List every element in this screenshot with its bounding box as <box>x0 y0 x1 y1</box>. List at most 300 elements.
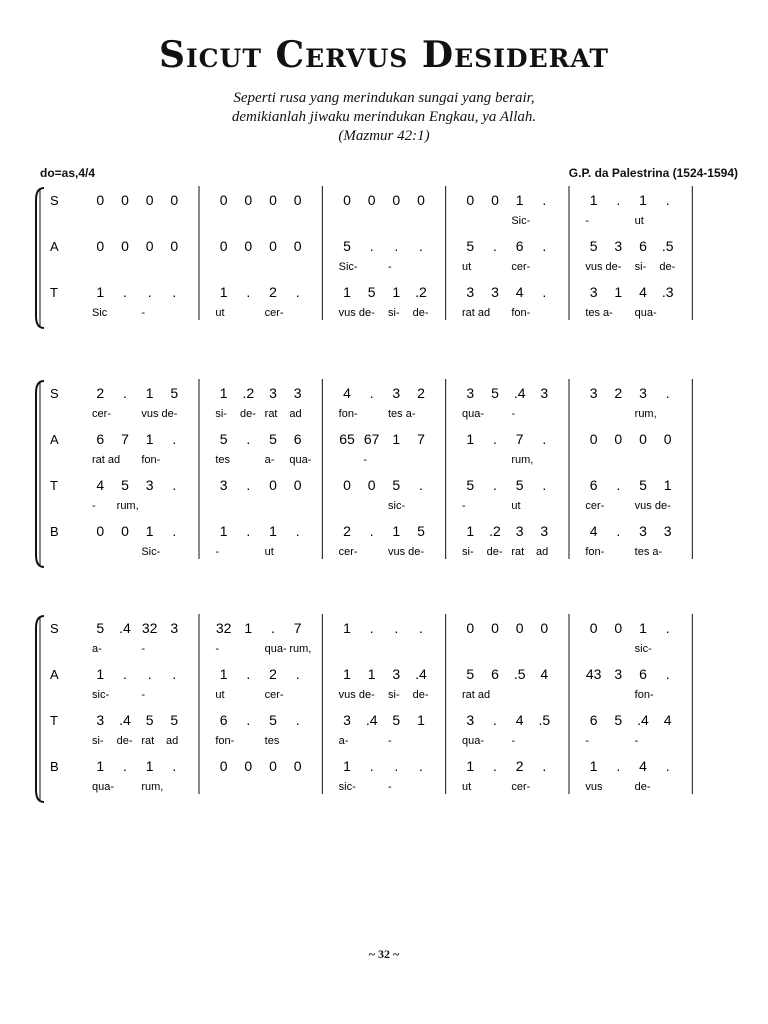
lyric-syllable: - <box>141 643 146 655</box>
note: . <box>394 620 399 636</box>
lyric-syllable: ad <box>289 408 302 420</box>
note: 1 <box>466 431 475 447</box>
lyric-syllable: a- <box>92 643 102 655</box>
note: 4 <box>343 385 351 401</box>
note: 5 <box>466 477 475 493</box>
voice-label: A <box>50 239 59 254</box>
lyric-syllable: ut <box>215 307 225 319</box>
note: . <box>295 523 300 539</box>
note: 3 <box>491 284 499 300</box>
note: . <box>542 477 547 493</box>
note: 5 <box>121 477 129 493</box>
note: 1 <box>466 523 475 539</box>
note: . <box>246 712 251 728</box>
note: 3 <box>639 385 647 401</box>
note: 0 <box>540 620 549 636</box>
note: . <box>616 477 621 493</box>
note: . <box>665 385 670 401</box>
lyric-syllable: de- <box>486 546 503 558</box>
note: . <box>172 477 177 493</box>
lyric-syllable: cer- <box>92 408 111 420</box>
note: . <box>419 238 423 254</box>
note: . <box>369 523 374 539</box>
note: . <box>665 192 670 208</box>
note: . <box>369 758 374 774</box>
note: 0 <box>491 192 499 208</box>
voice-label: S <box>50 193 59 208</box>
lyric-syllable: tes a- <box>388 408 416 420</box>
note: 0 <box>293 238 302 254</box>
note: 1 <box>639 192 647 208</box>
subtitle-line-2: demikianlah jiwaku merindukan Engkau, ya Allah. <box>231 109 537 125</box>
note: 2 <box>417 385 425 401</box>
lyric-syllable: Sic- <box>511 215 531 227</box>
note: . <box>542 284 547 300</box>
note: 0 <box>269 758 277 774</box>
note: 6 <box>639 666 647 682</box>
note: 3 <box>219 477 228 493</box>
note: 5 <box>343 238 351 254</box>
note: 0 <box>614 431 623 447</box>
note: 1 <box>589 758 598 774</box>
note: 0 <box>145 192 154 208</box>
note: . <box>542 192 547 208</box>
note: . <box>616 523 621 539</box>
lyric-syllable: rum, <box>141 781 164 793</box>
note: 65 <box>339 431 355 447</box>
note: . <box>123 385 127 401</box>
note: 0 <box>343 192 351 208</box>
note: . <box>542 758 547 774</box>
note: 0 <box>96 238 105 254</box>
note: 5 <box>170 712 179 728</box>
note: 5 <box>96 620 105 636</box>
note: 3 <box>392 666 401 682</box>
note: . <box>295 712 300 728</box>
note: . <box>369 238 374 254</box>
note: 3 <box>466 284 475 300</box>
lyric-syllable: tes <box>215 454 231 466</box>
note: 0 <box>293 477 302 493</box>
lyric-syllable: a- <box>264 454 275 466</box>
note: 4 <box>515 712 524 728</box>
lyric-syllable: Sic- <box>338 261 358 273</box>
note: 1 <box>392 523 401 539</box>
lyric-syllable: cer- <box>511 261 531 273</box>
note: 4 <box>540 666 549 682</box>
note: 5 <box>515 477 524 493</box>
note: 1 <box>417 712 425 728</box>
voice-label: T <box>50 285 58 300</box>
note: 5 <box>392 477 401 493</box>
note: 1 <box>96 666 105 682</box>
lyric-syllable: rat ad <box>92 454 121 466</box>
lyric-syllable: vus de- <box>338 689 375 701</box>
note: 5 <box>639 477 647 493</box>
note: 67 <box>363 431 380 447</box>
lyric-syllable: si- <box>92 735 104 747</box>
lyric-syllable: Sic <box>92 307 108 319</box>
note: 1 <box>343 758 351 774</box>
note: 0 <box>121 192 129 208</box>
note: 0 <box>145 238 154 254</box>
note: . <box>665 620 670 636</box>
note: . <box>493 238 497 254</box>
note: 3 <box>589 284 598 300</box>
lyric-syllable: si- <box>388 689 400 701</box>
lyric-syllable: sic- <box>338 781 356 793</box>
lyric-syllable: de- <box>412 307 429 319</box>
lyric-syllable: rat <box>511 546 525 558</box>
note: 0 <box>269 477 277 493</box>
note: 3 <box>466 385 475 401</box>
note: 1 <box>343 666 351 682</box>
note: .2 <box>489 523 501 539</box>
note: . <box>246 477 251 493</box>
note: 0 <box>614 620 623 636</box>
note: 1 <box>343 284 351 300</box>
voice-label: B <box>50 524 59 539</box>
lyric-syllable: - <box>585 215 590 227</box>
lyric-syllable: vus de- <box>585 261 622 273</box>
note: 3 <box>614 666 623 682</box>
note: 0 <box>219 758 228 774</box>
lyric-syllable: rat ad <box>462 689 491 701</box>
note: . <box>172 431 177 447</box>
note: . <box>147 666 152 682</box>
note: 0 <box>96 192 105 208</box>
lyric-syllable: de- <box>240 408 256 420</box>
lyric-syllable: - <box>215 546 220 558</box>
page-title: Sicut Cervus Desiderat <box>158 34 610 76</box>
lyric-syllable: si- <box>462 546 474 558</box>
note: 0 <box>121 238 129 254</box>
subtitle-line-3: (Mazmur 42:1) <box>338 128 430 144</box>
lyric-syllable: ut <box>511 500 521 512</box>
note: 4 <box>96 477 105 493</box>
lyric-syllable: fon- <box>585 546 605 558</box>
lyric-syllable: - <box>511 408 516 420</box>
note: . <box>246 523 251 539</box>
lyric-syllable: qua- <box>462 408 485 420</box>
note: 0 <box>491 620 499 636</box>
lyric-syllable: - <box>92 500 96 512</box>
note: .4 <box>637 712 649 728</box>
note: .2 <box>242 385 255 401</box>
lyric-syllable: cer- <box>585 500 605 512</box>
lyric-syllable: vus de- <box>141 408 178 420</box>
lyric-syllable: qua- <box>462 735 485 747</box>
lyric-syllable: rum, <box>289 643 312 655</box>
note: . <box>172 284 177 300</box>
voice-label: B <box>50 759 59 774</box>
note: 0 <box>466 192 475 208</box>
lyric-syllable: qua- <box>92 781 115 793</box>
note: 0 <box>219 238 228 254</box>
lyric-syllable: rum, <box>634 408 657 420</box>
note: 0 <box>269 192 277 208</box>
note: 3 <box>293 385 302 401</box>
note: .4 <box>119 620 131 636</box>
note: 32 <box>141 620 158 636</box>
note: 0 <box>392 192 401 208</box>
lyric-syllable: sic- <box>634 643 652 655</box>
note: 1 <box>367 666 376 682</box>
note: . <box>616 758 621 774</box>
note: 0 <box>244 758 253 774</box>
voice-label: T <box>50 478 58 493</box>
note: 2 <box>614 385 623 401</box>
lyric-syllable: sic- <box>92 689 110 701</box>
note: . <box>295 284 300 300</box>
note: 3 <box>540 385 549 401</box>
note: .2 <box>415 284 427 300</box>
note: 1 <box>219 666 228 682</box>
note: 0 <box>589 620 598 636</box>
note: 0 <box>466 620 475 636</box>
note: 0 <box>170 238 179 254</box>
note: 6 <box>515 238 524 254</box>
note: 1 <box>219 523 228 539</box>
key-signature: do=as,4/4 <box>40 166 96 180</box>
note: 5 <box>417 523 425 539</box>
lyric-syllable: rat ad <box>462 307 491 319</box>
lyric-syllable: - <box>585 735 590 747</box>
lyric-syllable: tes <box>264 735 280 747</box>
note: . <box>394 238 399 254</box>
lyric-syllable: ad <box>166 735 179 747</box>
note: . <box>123 666 127 682</box>
note: 5 <box>219 431 228 447</box>
note: . <box>123 284 127 300</box>
lyric-syllable: rat <box>264 408 278 420</box>
lyric-syllable: tes a- <box>634 546 663 558</box>
note: .3 <box>661 284 674 300</box>
note: .5 <box>538 712 551 728</box>
note: 32 <box>215 620 232 636</box>
note: . <box>493 477 497 493</box>
note: 4 <box>663 712 672 728</box>
lyric-syllable: qua- <box>634 307 657 319</box>
note: . <box>271 620 275 636</box>
note: . <box>123 758 127 774</box>
lyric-syllable: cer- <box>264 689 284 701</box>
note: . <box>147 284 152 300</box>
note: 1 <box>515 192 524 208</box>
note: 0 <box>367 477 376 493</box>
voice-label: A <box>50 667 59 682</box>
lyric-syllable: rum, <box>116 500 139 512</box>
note: 2 <box>96 385 105 401</box>
lyric-syllable: - <box>511 735 516 747</box>
voice-label: T <box>50 713 58 728</box>
lyric-syllable: cer- <box>264 307 284 319</box>
note: 0 <box>96 523 105 539</box>
note: . <box>419 620 423 636</box>
note: 2 <box>269 666 277 682</box>
note: 3 <box>269 385 277 401</box>
note: . <box>369 620 374 636</box>
note: 1 <box>96 284 105 300</box>
note: 1 <box>269 523 277 539</box>
note: 0 <box>170 192 179 208</box>
lyric-syllable: ut <box>264 546 274 558</box>
subtitle-line-1: Seperti rusa yang merindukan sungai yang berair, <box>233 90 535 106</box>
note: .4 <box>513 385 526 401</box>
note: 1 <box>96 758 105 774</box>
note: 6 <box>639 238 647 254</box>
lyric-syllable: a- <box>338 735 349 747</box>
lyric-syllable: de- <box>634 781 651 793</box>
lyric-syllable: ad <box>536 546 549 558</box>
lyric-syllable: ut <box>462 261 472 273</box>
note: . <box>172 758 177 774</box>
note: . <box>172 523 177 539</box>
lyric-syllable: vus de- <box>338 307 375 319</box>
note: 1 <box>145 385 154 401</box>
note: 0 <box>244 238 253 254</box>
lyric-syllable: tes a- <box>585 307 613 319</box>
lyric-syllable: vus <box>585 781 603 793</box>
lyric-syllable: vus de- <box>634 500 671 512</box>
page-number: ~ 32 ~ <box>368 947 400 961</box>
note: . <box>493 431 497 447</box>
note: 4 <box>515 284 524 300</box>
note: .4 <box>119 712 131 728</box>
note: 6 <box>96 431 105 447</box>
note: 3 <box>540 523 549 539</box>
lyric-syllable: - <box>634 735 639 747</box>
lyric-syllable: ut <box>462 781 472 793</box>
lyric-syllable: ut <box>634 215 644 227</box>
note: . <box>542 238 547 254</box>
lyric-syllable: cer- <box>511 781 531 793</box>
voice-label: S <box>50 386 59 401</box>
note: 5 <box>614 712 623 728</box>
note: 5 <box>145 712 154 728</box>
note: 4 <box>639 758 647 774</box>
note: 43 <box>585 666 602 682</box>
note: . <box>542 431 547 447</box>
note: 6 <box>589 477 598 493</box>
note: 3 <box>466 712 475 728</box>
lyric-syllable: fon- <box>215 735 235 747</box>
note: 2 <box>515 758 524 774</box>
note: . <box>419 477 423 493</box>
note: 0 <box>293 758 302 774</box>
voice-label: A <box>50 432 59 447</box>
composer: G.P. da Palestrina (1524-1594) <box>568 166 738 180</box>
note: 7 <box>121 431 129 447</box>
note: . <box>493 712 497 728</box>
note: 0 <box>589 431 598 447</box>
note: . <box>369 385 374 401</box>
lyric-syllable: de- <box>412 689 429 701</box>
note: 1 <box>145 431 154 447</box>
note: 1 <box>589 192 598 208</box>
lyric-syllable: fon- <box>141 454 161 466</box>
note: . <box>246 284 251 300</box>
lyric-syllable: de- <box>116 735 133 747</box>
note: 0 <box>293 192 302 208</box>
note: 5 <box>466 666 475 682</box>
note: 1 <box>219 385 228 401</box>
note: 0 <box>663 431 672 447</box>
note: 1 <box>392 431 401 447</box>
note: 5 <box>392 712 401 728</box>
lyric-syllable: - <box>363 454 368 466</box>
note: 4 <box>589 523 598 539</box>
note: 1 <box>145 523 154 539</box>
lyric-syllable: si- <box>388 307 400 319</box>
note: 0 <box>244 192 253 208</box>
note: 0 <box>417 192 425 208</box>
lyric-syllable: - <box>462 500 466 512</box>
note: 7 <box>293 620 302 636</box>
lyric-syllable: - <box>215 643 220 655</box>
note: . <box>246 666 251 682</box>
lyric-syllable: Sic- <box>141 546 161 558</box>
note: . <box>394 758 399 774</box>
note: 0 <box>639 431 647 447</box>
note: 3 <box>614 238 623 254</box>
note: 3 <box>639 523 647 539</box>
note: 5 <box>269 431 277 447</box>
note: 3 <box>515 523 524 539</box>
note: 6 <box>589 712 598 728</box>
note: 7 <box>515 431 524 447</box>
note: 3 <box>96 712 105 728</box>
note: 5 <box>269 712 277 728</box>
note: 5 <box>589 238 598 254</box>
note: . <box>616 192 621 208</box>
lyric-syllable: ut <box>215 689 225 701</box>
note: 1 <box>392 284 401 300</box>
note: 5 <box>367 284 376 300</box>
note: 5 <box>491 385 499 401</box>
note: . <box>665 666 670 682</box>
note: . <box>246 431 251 447</box>
note: 2 <box>343 523 351 539</box>
note: 3 <box>663 523 672 539</box>
lyric-syllable: rum, <box>511 454 534 466</box>
lyric-syllable: fon- <box>634 689 654 701</box>
lyric-syllable: - <box>388 781 392 793</box>
note: .4 <box>415 666 427 682</box>
note: 6 <box>219 712 228 728</box>
voice-label: S <box>50 621 59 636</box>
lyric-syllable: - <box>141 689 146 701</box>
note: .5 <box>661 238 674 254</box>
note: 3 <box>343 712 351 728</box>
note: 1 <box>663 477 672 493</box>
lyric-syllable: qua- <box>289 454 312 466</box>
lyric-syllable: vus de- <box>388 546 425 558</box>
lyric-syllable: sic- <box>388 500 406 512</box>
note: 2 <box>269 284 277 300</box>
note: 3 <box>392 385 401 401</box>
note: 0 <box>269 238 277 254</box>
note: . <box>665 758 670 774</box>
note: 1 <box>343 620 351 636</box>
lyric-syllable: rat <box>141 735 155 747</box>
note: . <box>493 758 497 774</box>
note: 3 <box>145 477 154 493</box>
lyric-syllable: fon- <box>511 307 531 319</box>
lyric-syllable: si- <box>215 408 227 420</box>
note: 1 <box>466 758 475 774</box>
lyric-syllable: de- <box>659 261 676 273</box>
